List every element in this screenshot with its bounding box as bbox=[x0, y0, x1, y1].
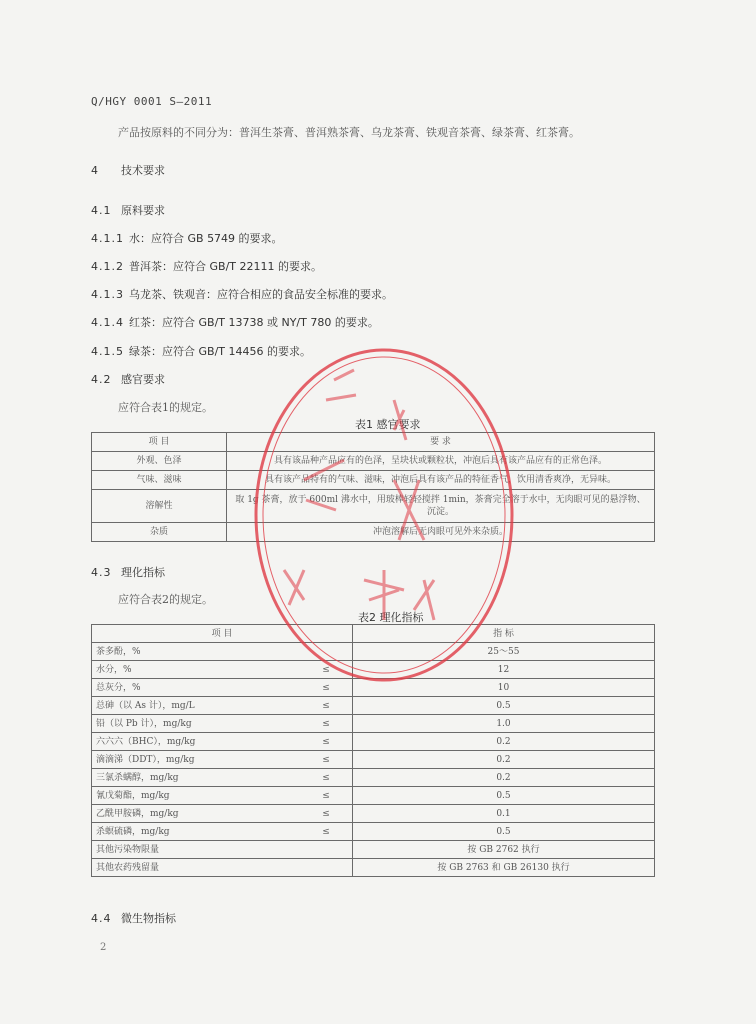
table-cell: 铅（以 Pb 计），mg/kg bbox=[92, 715, 301, 733]
table-cell: 其他污染物限量 bbox=[92, 841, 353, 859]
table-cell: 总砷（以 As 计），mg/L bbox=[92, 697, 301, 715]
table-cell: ≤ bbox=[300, 805, 353, 823]
table2-caption: 表2 理化指标 bbox=[358, 611, 424, 624]
table-cell: 0.5 bbox=[353, 697, 655, 715]
table-cell: 10 bbox=[353, 679, 655, 697]
table-cell: 0.5 bbox=[353, 787, 655, 805]
table-row bbox=[92, 733, 655, 751]
table-cell: 0.1 bbox=[353, 805, 655, 823]
section-4-1: 4.1 原料要求 bbox=[91, 204, 165, 217]
table-cell: 六六六（BHC），mg/kg bbox=[92, 733, 301, 751]
table-cell: ≤ bbox=[300, 697, 353, 715]
table-row bbox=[92, 769, 655, 787]
table2-reference: 应符合表2的规定。 bbox=[118, 593, 213, 606]
table-cell: 0.2 bbox=[353, 751, 655, 769]
table-row bbox=[92, 715, 655, 733]
table-cell: 总灰分，% bbox=[92, 679, 301, 697]
table-row bbox=[92, 805, 655, 823]
table1-caption: 表1 感官要求 bbox=[355, 418, 421, 431]
table-cell: 其他农药残留量 bbox=[92, 859, 353, 877]
section-4-1-3: 4.1.3 乌龙茶、铁观音：应符合相应的食品安全标准的要求。 bbox=[91, 288, 393, 301]
table-cell: 茶多酚，% bbox=[92, 643, 301, 661]
table-cell: 0.2 bbox=[353, 733, 655, 751]
table-cell: ≤ bbox=[300, 751, 353, 769]
table-cell: 25～55 bbox=[353, 643, 655, 661]
table-cell: ≤ bbox=[300, 733, 353, 751]
table-cell: ≤ bbox=[300, 769, 353, 787]
standard-code-header: Q/HGY 0001 S—2011 bbox=[91, 95, 213, 108]
table-row bbox=[92, 859, 655, 877]
table-row bbox=[92, 751, 655, 769]
table-cell: 气味、滋味 bbox=[92, 471, 227, 490]
table-cell: ≤ bbox=[300, 679, 353, 697]
table-cell: 指 标 bbox=[353, 625, 655, 643]
table-row bbox=[92, 787, 655, 805]
table-cell: 项 目 bbox=[92, 433, 227, 452]
table-cell: 溶解性 bbox=[92, 490, 227, 523]
section-4-1-2: 4.1.2 普洱茶：应符合 GB/T 22111 的要求。 bbox=[91, 260, 322, 273]
table-cell: ≤ bbox=[300, 715, 353, 733]
table-cell: ≤ bbox=[300, 823, 353, 841]
table-cell: 外观、色泽 bbox=[92, 452, 227, 471]
section-4-3: 4.3 理化指标 bbox=[91, 566, 165, 579]
table-cell: ≤ bbox=[300, 661, 353, 679]
table-cell: 0.5 bbox=[353, 823, 655, 841]
table-cell: 乙酰甲胺磷，mg/kg bbox=[92, 805, 301, 823]
table-row bbox=[92, 697, 655, 715]
table-row bbox=[92, 841, 655, 859]
table-cell: 三氯杀螨醇，mg/kg bbox=[92, 769, 301, 787]
table1-reference: 应符合表1的规定。 bbox=[118, 401, 213, 414]
table-row bbox=[92, 823, 655, 841]
table-cell: 具有该产品特有的气味、滋味，冲泡后具有该产品的特征香气，饮用清香爽净，无异味。 bbox=[227, 471, 655, 490]
table-cell: 1.0 bbox=[353, 715, 655, 733]
section-4: 4 技术要求 bbox=[91, 164, 165, 177]
table-cell: 按 GB 2762 执行 bbox=[353, 841, 655, 859]
table-cell: 水分，% bbox=[92, 661, 301, 679]
table-cell: 杀螟硫磷，mg/kg bbox=[92, 823, 301, 841]
table-cell: 取 1g 茶膏，放于 600ml 沸水中，用玻棒轻轻搅拌 1min，茶膏完全溶于水中，无肉眼可见的悬浮物、沉淀。 bbox=[227, 490, 655, 523]
table-cell: 杂质 bbox=[92, 523, 227, 542]
table-cell: 12 bbox=[353, 661, 655, 679]
table-cell: 项 目 bbox=[92, 625, 353, 643]
page-number: 2 bbox=[100, 942, 107, 953]
section-4-4: 4.4 微生物指标 bbox=[91, 912, 176, 925]
section-4-2: 4.2 感官要求 bbox=[91, 373, 165, 386]
table-cell: 滴滴涕（DDT），mg/kg bbox=[92, 751, 301, 769]
table-cell: 冲泡溶解后无肉眼可见外来杂质。 bbox=[227, 523, 655, 542]
section-4-1-5: 4.1.5 绿茶：应符合 GB/T 14456 的要求。 bbox=[91, 345, 311, 358]
section-4-1-4: 4.1.4 红茶：应符合 GB/T 13738 或 NY/T 780 的要求。 bbox=[91, 316, 379, 329]
table-cell: 按 GB 2763 和 GB 26130 执行 bbox=[353, 859, 655, 877]
section-4-1-1: 4.1.1 水：应符合 GB 5749 的要求。 bbox=[91, 232, 283, 245]
table-cell: ≤ bbox=[300, 787, 353, 805]
intro-paragraph: 产品按原料的不同分为：普洱生茶膏、普洱熟茶膏、乌龙茶膏、铁观音茶膏、绿茶膏、红茶膏。 bbox=[118, 126, 580, 139]
table-cell: 要 求 bbox=[227, 433, 655, 452]
table-cell: 0.2 bbox=[353, 769, 655, 787]
official-seal-stamp bbox=[244, 340, 524, 690]
table-cell: 具有该品种产品应有的色泽，呈块状或颗粒状，冲泡后具有该产品应有的正常色泽。 bbox=[227, 452, 655, 471]
table-cell: 氰戊菊酯，mg/kg bbox=[92, 787, 301, 805]
